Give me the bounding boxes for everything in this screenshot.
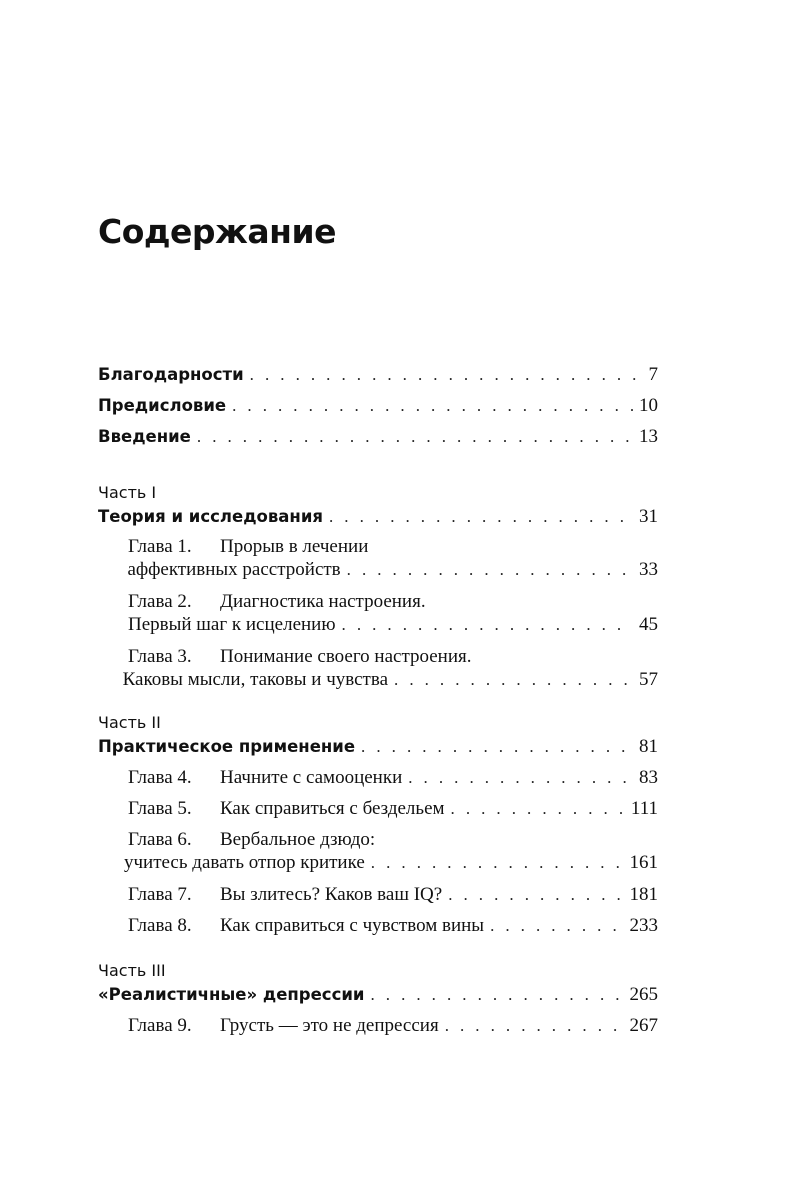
toc-entry-chapter[interactable] bbox=[98, 913, 658, 939]
chapter-title-line2: Каковы мысли, таковы и чувства bbox=[122, 669, 389, 690]
leader-dots bbox=[347, 557, 633, 583]
leader-dots bbox=[197, 424, 633, 450]
toc-page-number: 83 bbox=[639, 767, 658, 788]
leader-dots bbox=[232, 393, 633, 419]
toc-page-number: 13 bbox=[639, 426, 658, 447]
leader-dots bbox=[371, 850, 624, 876]
toc-entry-introduction[interactable] bbox=[98, 424, 658, 450]
leader-dots bbox=[394, 667, 633, 693]
chapter-title-line1: Прорыв в лечении bbox=[220, 536, 369, 557]
chapter-title: Грусть — это не депрессия bbox=[220, 1015, 439, 1036]
toc-entry-label: Практическое применение bbox=[98, 737, 356, 756]
toc-entry-chapter[interactable] bbox=[98, 765, 658, 791]
toc-entry-label: Благодарности bbox=[98, 365, 244, 384]
chapter-number: Глава 5. bbox=[128, 798, 192, 819]
part-label: Часть III bbox=[98, 961, 166, 980]
toc-page-number: 45 bbox=[639, 614, 658, 635]
toc-entry-part-title[interactable] bbox=[98, 982, 658, 1008]
toc-entry-label: Введение bbox=[98, 427, 191, 446]
chapter-number: Глава 4. bbox=[128, 767, 192, 788]
chapter-title-line2: Первый шаг к исцелению bbox=[127, 614, 336, 635]
leader-dots bbox=[329, 504, 633, 530]
toc-page-number: 267 bbox=[629, 1015, 658, 1036]
toc-entry-part-title[interactable] bbox=[98, 504, 658, 530]
toc-page-number: 7 bbox=[648, 364, 658, 385]
chapter-number: Глава 3. bbox=[128, 646, 192, 667]
toc-page-number: 33 bbox=[639, 559, 658, 580]
leader-dots bbox=[361, 734, 633, 760]
part-label: Часть I bbox=[98, 483, 157, 502]
chapter-number: Глава 9. bbox=[128, 1015, 192, 1036]
chapter-title-line1: Вербальное дзюдо: bbox=[220, 829, 376, 850]
leader-dots bbox=[445, 1013, 624, 1039]
chapter-title: Как справиться с чувством вины bbox=[220, 915, 485, 936]
toc-entry-preface[interactable] bbox=[98, 393, 658, 419]
toc-entry-chapter[interactable] bbox=[98, 850, 658, 876]
toc-page-number: 81 bbox=[639, 736, 658, 757]
chapter-number: Глава 8. bbox=[128, 915, 192, 936]
toc-entry-label: Теория и исследования bbox=[98, 507, 323, 526]
leader-dots bbox=[250, 362, 643, 388]
part-label: Часть II bbox=[98, 713, 161, 732]
toc-entry-chapter[interactable] bbox=[98, 612, 658, 638]
toc-entry-chapter[interactable] bbox=[98, 1013, 658, 1039]
leader-dots bbox=[448, 882, 623, 908]
leader-dots bbox=[490, 913, 623, 939]
leader-dots bbox=[451, 796, 625, 822]
toc-entry-acknowledgements[interactable] bbox=[98, 362, 658, 388]
toc-entry-part-title[interactable] bbox=[98, 734, 658, 760]
chapter-title: Вы злитесь? Каков ваш IQ? bbox=[220, 884, 443, 905]
leader-dots bbox=[370, 982, 623, 1008]
chapter-title-line1: Понимание своего настроения. bbox=[220, 646, 472, 667]
chapter-number: Глава 6. bbox=[128, 829, 192, 850]
toc-entry-chapter[interactable] bbox=[98, 796, 658, 822]
chapter-title-line2: аффективных расстройств bbox=[127, 559, 341, 580]
toc-entry-label: Предисловие bbox=[98, 396, 227, 415]
chapter-title: Как справиться с бездельем bbox=[220, 798, 445, 819]
toc-entry-chapter[interactable] bbox=[98, 667, 658, 693]
leader-dots bbox=[408, 765, 633, 791]
toc-entry-chapter[interactable] bbox=[98, 882, 658, 908]
toc-page-number: 265 bbox=[629, 984, 658, 1005]
toc-page-number: 161 bbox=[629, 852, 658, 873]
page-title: Содержание bbox=[98, 212, 336, 251]
toc-entry-chapter[interactable] bbox=[98, 557, 658, 583]
leader-dots bbox=[342, 612, 633, 638]
chapter-title-line2: учитесь давать отпор критике bbox=[124, 852, 365, 873]
toc-entry-label: «Реалистичные» депрессии bbox=[98, 985, 365, 1004]
toc-page-number: 57 bbox=[639, 669, 658, 690]
chapter-title: Начните с самооценки bbox=[220, 767, 403, 788]
toc-page-number: 10 bbox=[639, 395, 658, 416]
chapter-title-line1: Диагностика настроения. bbox=[220, 591, 426, 612]
chapter-number: Глава 2. bbox=[128, 591, 192, 612]
toc-page-number: 181 bbox=[629, 884, 658, 905]
toc-page-number: 31 bbox=[639, 506, 658, 527]
chapter-number: Глава 7. bbox=[128, 884, 192, 905]
toc-page-number: 111 bbox=[630, 798, 658, 819]
toc-page-number: 233 bbox=[629, 915, 658, 936]
chapter-number: Глава 1. bbox=[128, 536, 192, 557]
